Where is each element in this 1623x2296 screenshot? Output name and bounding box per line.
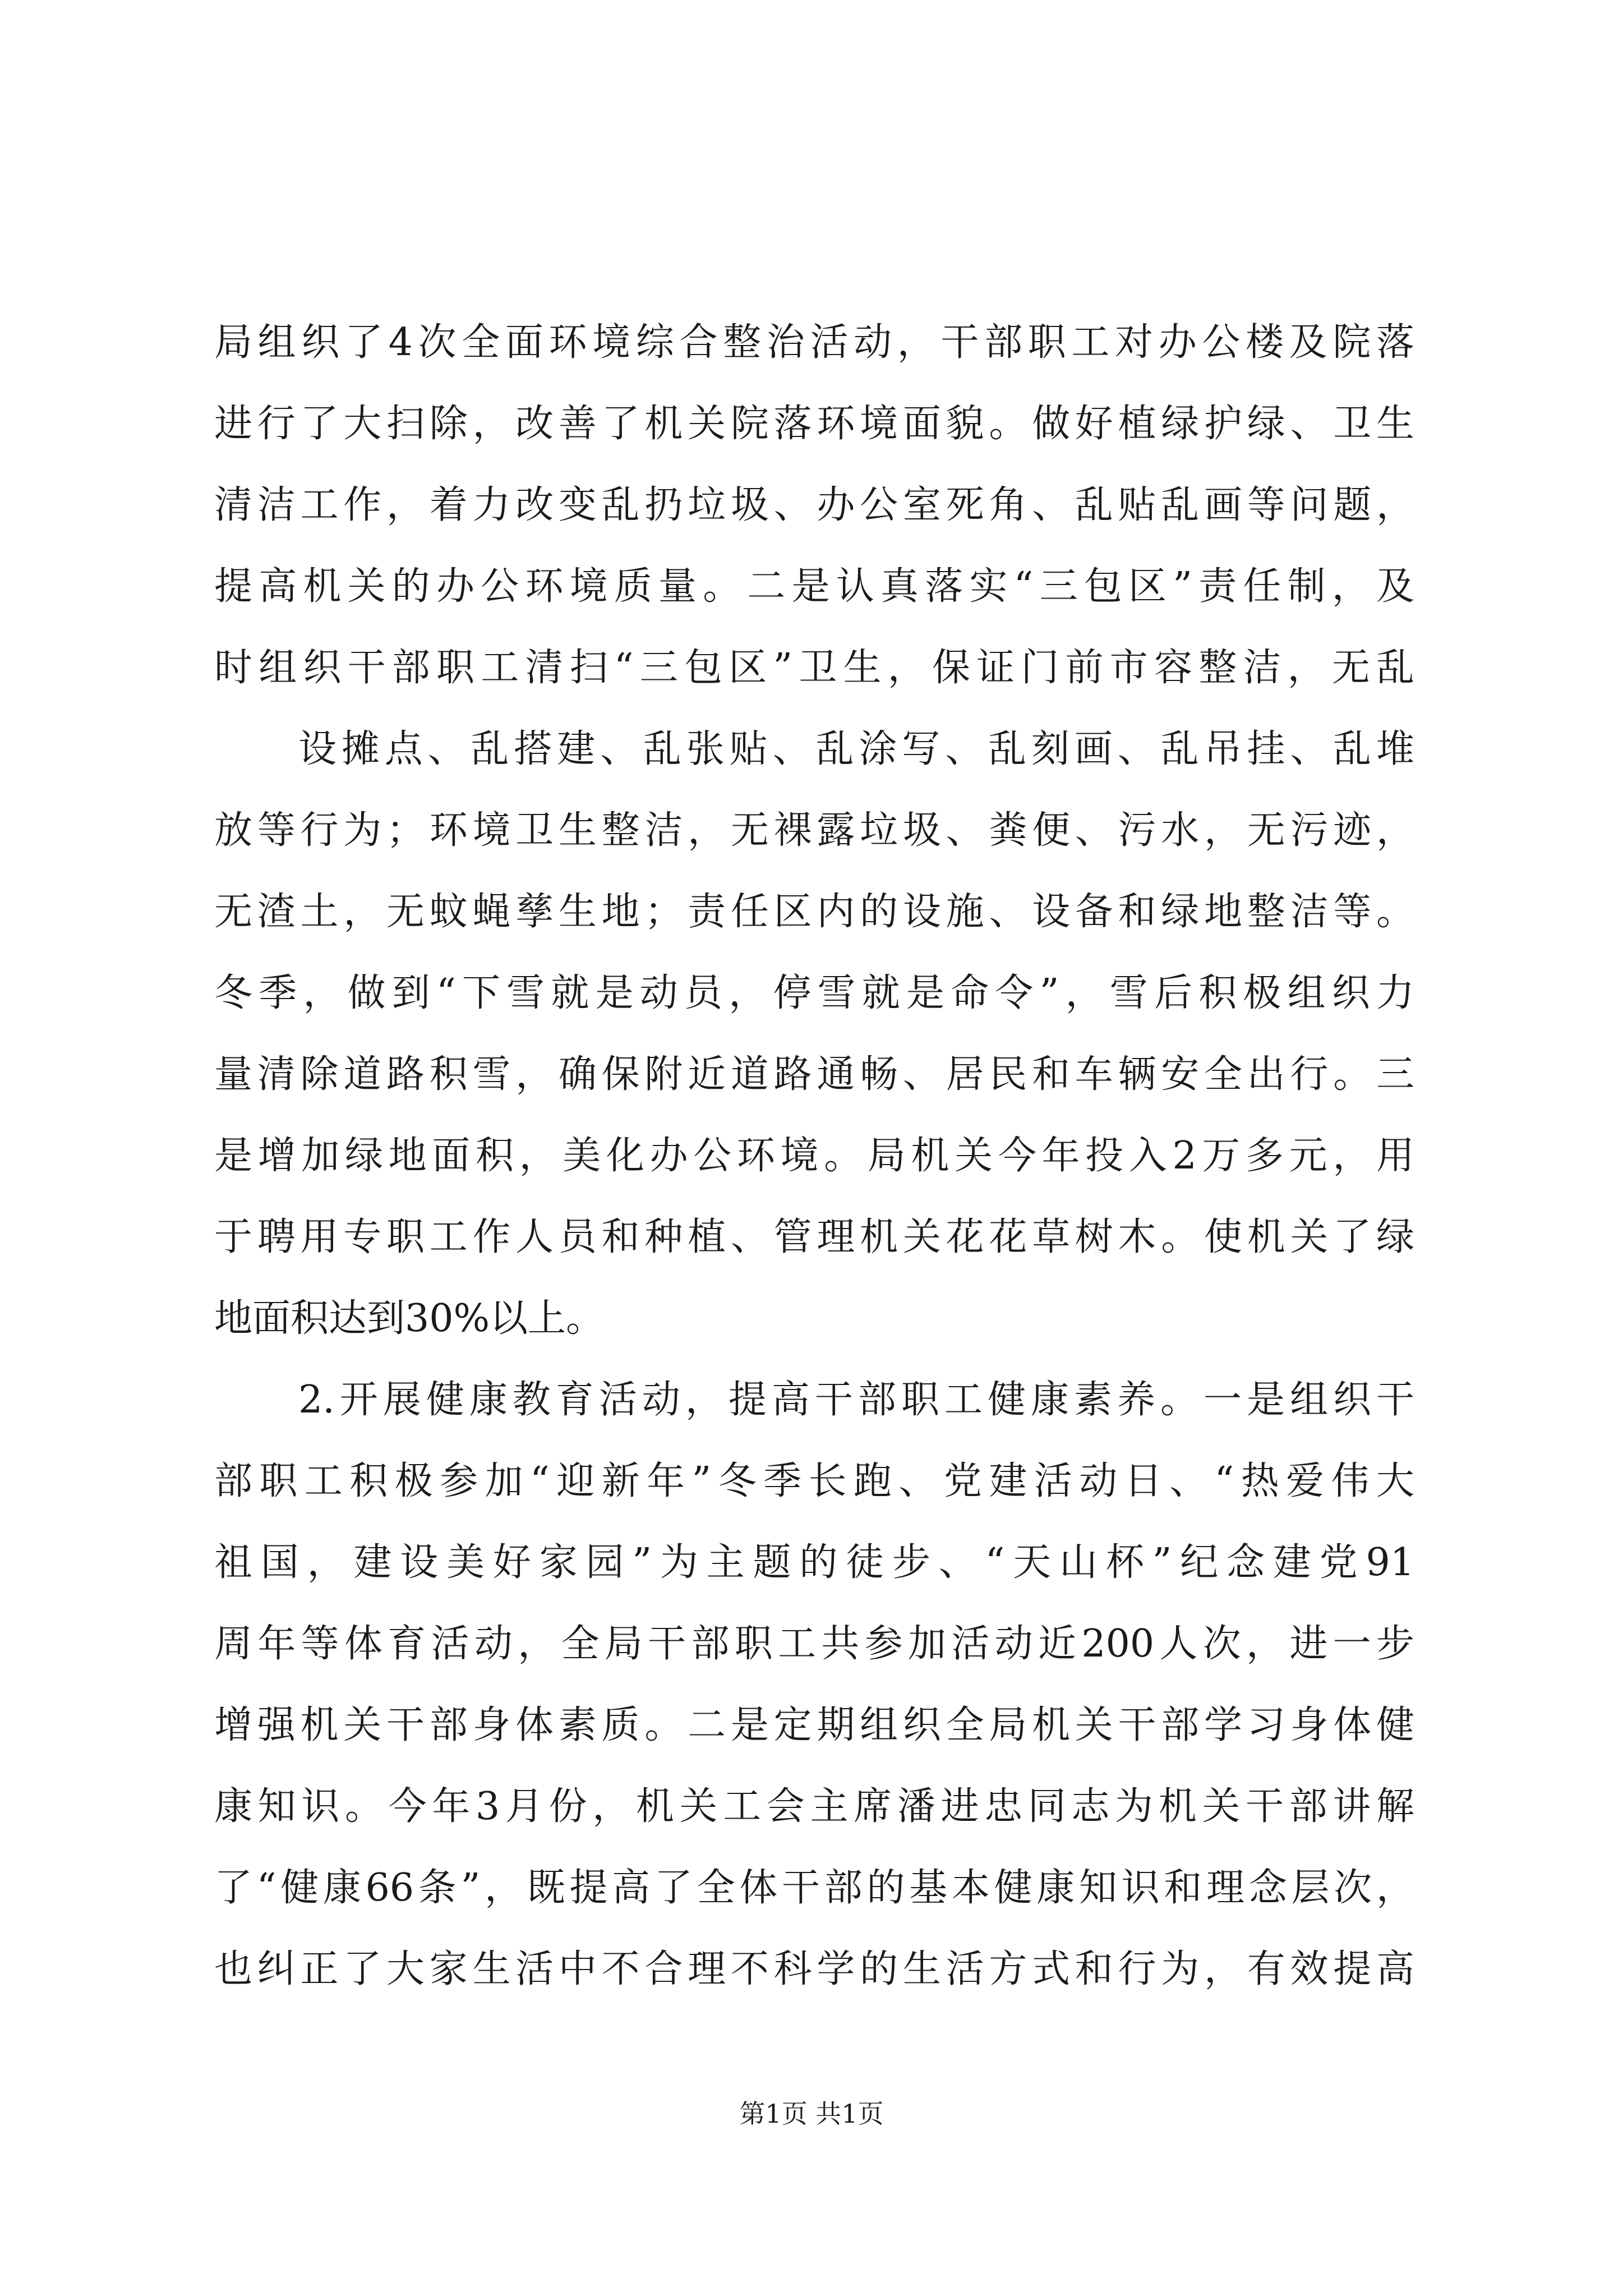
text-line: 无渣土，无蚊蝇孳生地；责任区内的设施、设备和绿地整洁等。 bbox=[214, 890, 1414, 934]
text-line: 了“健康66条”，既提高了全体干部的基本健康知识和理念层次， bbox=[214, 1866, 1414, 1910]
text-line: 放等行为；环境卫生整洁，无裸露垃圾、粪便、污水，无污迹， bbox=[214, 808, 1414, 853]
text-line: 增强机关干部身体素质。二是定期组织全局机关干部学习身体健 bbox=[214, 1703, 1414, 1747]
text-line: 也纠正了大家生活中不合理不科学的生活方式和行为，有效提高 bbox=[214, 1947, 1414, 1991]
text-line: 祖国，建设美好家园”为主题的徒步、“天山杯”纪念建党91 bbox=[214, 1540, 1414, 1585]
text-line: 局组织了4次全面环境综合整治活动，干部职工对办公楼及院落 bbox=[214, 320, 1414, 365]
text-line: 周年等体育活动，全局干部职工共参加活动近200人次，进一步 bbox=[214, 1622, 1414, 1666]
page-footer: 第1页 共1页 bbox=[739, 2099, 884, 2129]
text-line: 时组织干部职工清扫“三包区”卫生，保证门前市容整洁，无乱 bbox=[214, 646, 1414, 690]
text-line: 量清除道路积雪，确保附近道路通畅、居民和车辆安全出行。三 bbox=[214, 1052, 1414, 1097]
text-line: 是增加绿地面积，美化办公环境。局机关今年投入2万多元，用 bbox=[214, 1134, 1414, 1178]
text-line: 进行了大扫除，改善了机关院落环境面貌。做好植绿护绿、卫生 bbox=[214, 402, 1414, 446]
text-line: 设摊点、乱搭建、乱张贴、乱涂写、乱刻画、乱吊挂、乱堆 bbox=[298, 727, 1414, 771]
text-line: 提高机关的办公环境质量。二是认真落实“三包区”责任制，及 bbox=[214, 564, 1414, 609]
text-line: 冬季，做到“下雪就是动员，停雪就是命令”，雪后积极组织力 bbox=[214, 971, 1414, 1015]
text-line: 康知识。今年3月份，机关工会主席潘进忠同志为机关干部讲解 bbox=[214, 1784, 1414, 1829]
text-line: 部职工积极参加“迎新年”冬季长跑、党建活动日、“热爱伟大 bbox=[214, 1459, 1414, 1503]
text-line: 地面积达到30%以上。 bbox=[214, 1296, 605, 1341]
text-line: 2.开展健康教育活动，提高干部职工健康素养。一是组织干 bbox=[298, 1378, 1414, 1422]
text-line: 于聘用专职工作人员和种植、管理机关花花草树木。使机关了绿 bbox=[214, 1215, 1414, 1259]
text-line: 清洁工作，着力改变乱扔垃圾、办公室死角、乱贴乱画等问题， bbox=[214, 483, 1414, 527]
